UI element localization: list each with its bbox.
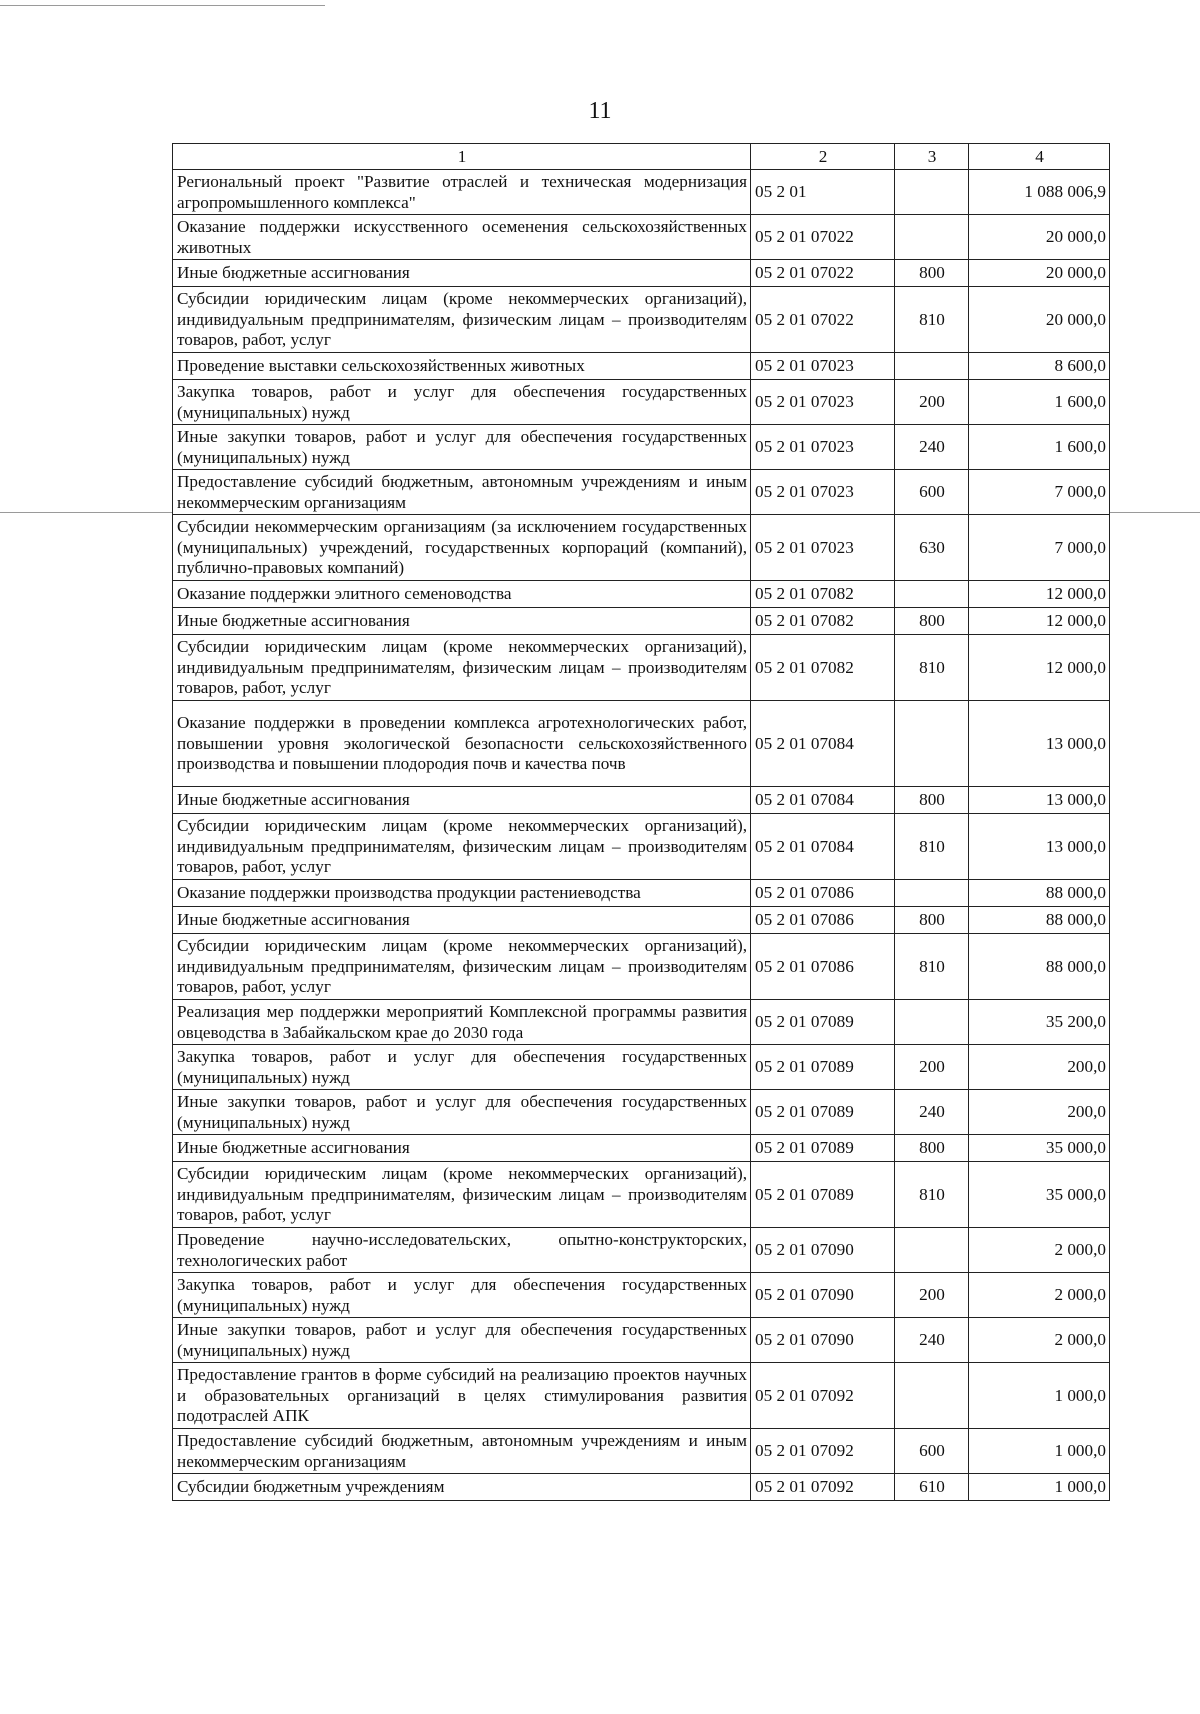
row-expense-type-cell: 810 (895, 635, 969, 701)
row-name-cell: Региональный проект "Развитие отраслей и техническая модернизация агропромышленного комплекса" (173, 170, 751, 215)
row-code-cell: 05 2 01 07089 (751, 1162, 895, 1228)
row-code-cell: 05 2 01 07092 (751, 1429, 895, 1474)
row-amount-cell: 1 000,0 (969, 1474, 1110, 1501)
row-name-cell: Иные бюджетные ассигнования (173, 608, 751, 635)
row-name-cell: Оказание поддержки искусственного осеменения сельскохозяйственных животных (173, 215, 751, 260)
row-expense-type-cell: 200 (895, 380, 969, 425)
table-row (173, 1273, 1110, 1318)
table-row (173, 1045, 1110, 1090)
row-expense-type-cell: 630 (895, 515, 969, 581)
row-amount-cell: 35 200,0 (969, 1000, 1110, 1045)
table-row (173, 880, 1110, 907)
row-amount-cell: 200,0 (969, 1090, 1110, 1135)
row-amount-cell: 12 000,0 (969, 635, 1110, 701)
table-row (173, 470, 1110, 515)
row-amount-cell: 200,0 (969, 1045, 1110, 1090)
row-code-cell: 05 2 01 07084 (751, 814, 895, 880)
table-row (173, 608, 1110, 635)
table-row (173, 170, 1110, 215)
row-name-cell: Субсидии юридическим лицам (кроме некоммерческих организаций), индивидуальным предпринимателям, физическим лицам – производителям товаров, работ, услуг (173, 934, 751, 1000)
row-amount-cell: 1 600,0 (969, 380, 1110, 425)
table-row (173, 1429, 1110, 1474)
row-expense-type-cell: 810 (895, 934, 969, 1000)
row-amount-cell: 88 000,0 (969, 880, 1110, 907)
row-expense-type-cell: 800 (895, 1135, 969, 1162)
row-expense-type-cell: 240 (895, 425, 969, 470)
table-row (173, 287, 1110, 353)
row-amount-cell: 7 000,0 (969, 515, 1110, 581)
row-expense-type-cell: 600 (895, 470, 969, 515)
row-expense-type-cell: 800 (895, 608, 969, 635)
row-expense-type-cell (895, 581, 969, 608)
row-code-cell: 05 2 01 07086 (751, 880, 895, 907)
row-name-cell: Иные закупки товаров, работ и услуг для обеспечения государственных (муниципальных) нужд (173, 1090, 751, 1135)
table-row (173, 260, 1110, 287)
row-amount-cell: 20 000,0 (969, 215, 1110, 260)
table-row (173, 215, 1110, 260)
row-expense-type-cell (895, 1228, 969, 1273)
row-code-cell: 05 2 01 07089 (751, 1090, 895, 1135)
row-name-cell: Иные бюджетные ассигнования (173, 907, 751, 934)
row-name-cell: Предоставление субсидий бюджетным, автономным учреждениям и иным некоммерческим организациям (173, 470, 751, 515)
row-amount-cell: 1 088 006,9 (969, 170, 1110, 215)
row-code-cell: 05 2 01 07090 (751, 1228, 895, 1273)
row-code-cell: 05 2 01 07082 (751, 635, 895, 701)
row-amount-cell: 1 600,0 (969, 425, 1110, 470)
row-amount-cell: 13 000,0 (969, 701, 1110, 787)
scan-artifact-line (1109, 512, 1200, 513)
row-expense-type-cell: 240 (895, 1318, 969, 1363)
table-row (173, 1090, 1110, 1135)
table-row (173, 380, 1110, 425)
row-amount-cell: 35 000,0 (969, 1135, 1110, 1162)
row-code-cell: 05 2 01 07089 (751, 1000, 895, 1045)
row-amount-cell: 1 000,0 (969, 1363, 1110, 1429)
row-amount-cell: 7 000,0 (969, 470, 1110, 515)
row-name-cell: Реализация мер поддержки мероприятий Комплексной программы развития овцеводства в Забайкальском крае до 2030 года (173, 1000, 751, 1045)
row-expense-type-cell (895, 1000, 969, 1045)
row-expense-type-cell: 610 (895, 1474, 969, 1501)
row-amount-cell: 20 000,0 (969, 287, 1110, 353)
column-header: 3 (895, 144, 969, 170)
row-expense-type-cell: 240 (895, 1090, 969, 1135)
row-expense-type-cell (895, 170, 969, 215)
row-code-cell: 05 2 01 07092 (751, 1363, 895, 1429)
scan-artifact-line (0, 5, 325, 6)
row-amount-cell: 20 000,0 (969, 260, 1110, 287)
table-row (173, 353, 1110, 380)
row-amount-cell: 2 000,0 (969, 1318, 1110, 1363)
row-code-cell: 05 2 01 07084 (751, 701, 895, 787)
row-amount-cell: 2 000,0 (969, 1228, 1110, 1273)
row-amount-cell: 12 000,0 (969, 581, 1110, 608)
row-amount-cell: 35 000,0 (969, 1162, 1110, 1228)
row-code-cell: 05 2 01 07023 (751, 425, 895, 470)
table-row (173, 1363, 1110, 1429)
column-header: 1 (173, 144, 751, 170)
row-code-cell: 05 2 01 07090 (751, 1318, 895, 1363)
table-row (173, 814, 1110, 880)
row-name-cell: Иные бюджетные ассигнования (173, 260, 751, 287)
row-expense-type-cell: 800 (895, 787, 969, 814)
row-code-cell: 05 2 01 07090 (751, 1273, 895, 1318)
budget-table (172, 143, 1110, 1501)
scan-artifact-line (0, 512, 172, 513)
row-expense-type-cell: 800 (895, 260, 969, 287)
table-row (173, 1318, 1110, 1363)
row-expense-type-cell (895, 701, 969, 787)
row-name-cell: Субсидии юридическим лицам (кроме некоммерческих организаций), индивидуальным предпринимателям, физическим лицам – производителям товаров, работ, услуг (173, 635, 751, 701)
row-amount-cell: 13 000,0 (969, 787, 1110, 814)
row-code-cell: 05 2 01 07086 (751, 934, 895, 1000)
table-row (173, 515, 1110, 581)
row-code-cell: 05 2 01 07086 (751, 907, 895, 934)
row-amount-cell: 88 000,0 (969, 934, 1110, 1000)
row-expense-type-cell (895, 353, 969, 380)
row-name-cell: Субсидии юридическим лицам (кроме некоммерческих организаций), индивидуальным предпринимателям, физическим лицам – производителям товаров, работ, услуг (173, 814, 751, 880)
row-name-cell: Предоставление субсидий бюджетным, автономным учреждениям и иным некоммерческим организациям (173, 1429, 751, 1474)
table-row (173, 581, 1110, 608)
table-row (173, 701, 1110, 787)
row-code-cell: 05 2 01 07082 (751, 581, 895, 608)
row-code-cell: 05 2 01 07084 (751, 787, 895, 814)
row-code-cell: 05 2 01 07023 (751, 470, 895, 515)
row-name-cell: Субсидии некоммерческим организациям (за исключением государственных (муниципальных) учреждений, государственных корпораций (компаний), публично-правовых компаний) (173, 515, 751, 581)
row-code-cell: 05 2 01 07023 (751, 380, 895, 425)
row-expense-type-cell: 810 (895, 287, 969, 353)
row-expense-type-cell: 800 (895, 907, 969, 934)
row-code-cell: 05 2 01 (751, 170, 895, 215)
table-row (173, 907, 1110, 934)
row-name-cell: Иные закупки товаров, работ и услуг для обеспечения государственных (муниципальных) нужд (173, 1318, 751, 1363)
row-code-cell: 05 2 01 07022 (751, 287, 895, 353)
page-number: 11 (588, 98, 612, 124)
table-row (173, 1162, 1110, 1228)
row-name-cell: Оказание поддержки элитного семеноводства (173, 581, 751, 608)
row-name-cell: Закупка товаров, работ и услуг для обеспечения государственных (муниципальных) нужд (173, 1273, 751, 1318)
row-name-cell: Субсидии юридическим лицам (кроме некоммерческих организаций), индивидуальным предпринимателям, физическим лицам – производителям товаров, работ, услуг (173, 287, 751, 353)
row-expense-type-cell: 810 (895, 1162, 969, 1228)
row-amount-cell: 2 000,0 (969, 1273, 1110, 1318)
table-row (173, 1000, 1110, 1045)
table-row (173, 1135, 1110, 1162)
row-name-cell: Проведение научно-исследовательских, опытно-конструкторских, технологических работ (173, 1228, 751, 1273)
row-code-cell: 05 2 01 07092 (751, 1474, 895, 1501)
row-name-cell: Проведение выставки сельскохозяйственных животных (173, 353, 751, 380)
table-row (173, 934, 1110, 1000)
row-name-cell: Предоставление грантов в форме субсидий на реализацию проектов научных и образовательных организаций в целях стимулирования развития подотраслей АПК (173, 1363, 751, 1429)
row-name-cell: Иные бюджетные ассигнования (173, 787, 751, 814)
table-body (173, 170, 1110, 1501)
row-code-cell: 05 2 01 07022 (751, 215, 895, 260)
row-amount-cell: 12 000,0 (969, 608, 1110, 635)
table-row (173, 425, 1110, 470)
row-amount-cell: 88 000,0 (969, 907, 1110, 934)
row-expense-type-cell: 200 (895, 1273, 969, 1318)
column-header: 2 (751, 144, 895, 170)
table-row (173, 635, 1110, 701)
row-expense-type-cell: 200 (895, 1045, 969, 1090)
table-header-row (173, 144, 1110, 170)
table-row (173, 1474, 1110, 1501)
row-code-cell: 05 2 01 07082 (751, 608, 895, 635)
row-amount-cell: 1 000,0 (969, 1429, 1110, 1474)
row-expense-type-cell (895, 880, 969, 907)
row-name-cell: Оказание поддержки в проведении комплекса агротехнологических работ, повышении уровня экологической безопасности сельскохозяйственного производства и повышении плодородия почв и качества почв (173, 701, 751, 787)
column-header: 4 (969, 144, 1110, 170)
row-expense-type-cell (895, 1363, 969, 1429)
row-name-cell: Закупка товаров, работ и услуг для обеспечения государственных (муниципальных) нужд (173, 1045, 751, 1090)
row-code-cell: 05 2 01 07089 (751, 1045, 895, 1090)
row-name-cell: Субсидии юридическим лицам (кроме некоммерческих организаций), индивидуальным предпринимателям, физическим лицам – производителям товаров, работ, услуг (173, 1162, 751, 1228)
row-expense-type-cell: 810 (895, 814, 969, 880)
row-name-cell: Субсидии бюджетным учреждениям (173, 1474, 751, 1501)
row-code-cell: 05 2 01 07089 (751, 1135, 895, 1162)
row-name-cell: Закупка товаров, работ и услуг для обеспечения государственных (муниципальных) нужд (173, 380, 751, 425)
row-name-cell: Иные бюджетные ассигнования (173, 1135, 751, 1162)
row-expense-type-cell: 600 (895, 1429, 969, 1474)
row-code-cell: 05 2 01 07022 (751, 260, 895, 287)
row-amount-cell: 13 000,0 (969, 814, 1110, 880)
row-name-cell: Иные закупки товаров, работ и услуг для обеспечения государственных (муниципальных) нужд (173, 425, 751, 470)
row-name-cell: Оказание поддержки производства продукции растениеводства (173, 880, 751, 907)
row-code-cell: 05 2 01 07023 (751, 353, 895, 380)
table-row (173, 787, 1110, 814)
row-expense-type-cell (895, 215, 969, 260)
table-row (173, 1228, 1110, 1273)
row-code-cell: 05 2 01 07023 (751, 515, 895, 581)
row-amount-cell: 8 600,0 (969, 353, 1110, 380)
